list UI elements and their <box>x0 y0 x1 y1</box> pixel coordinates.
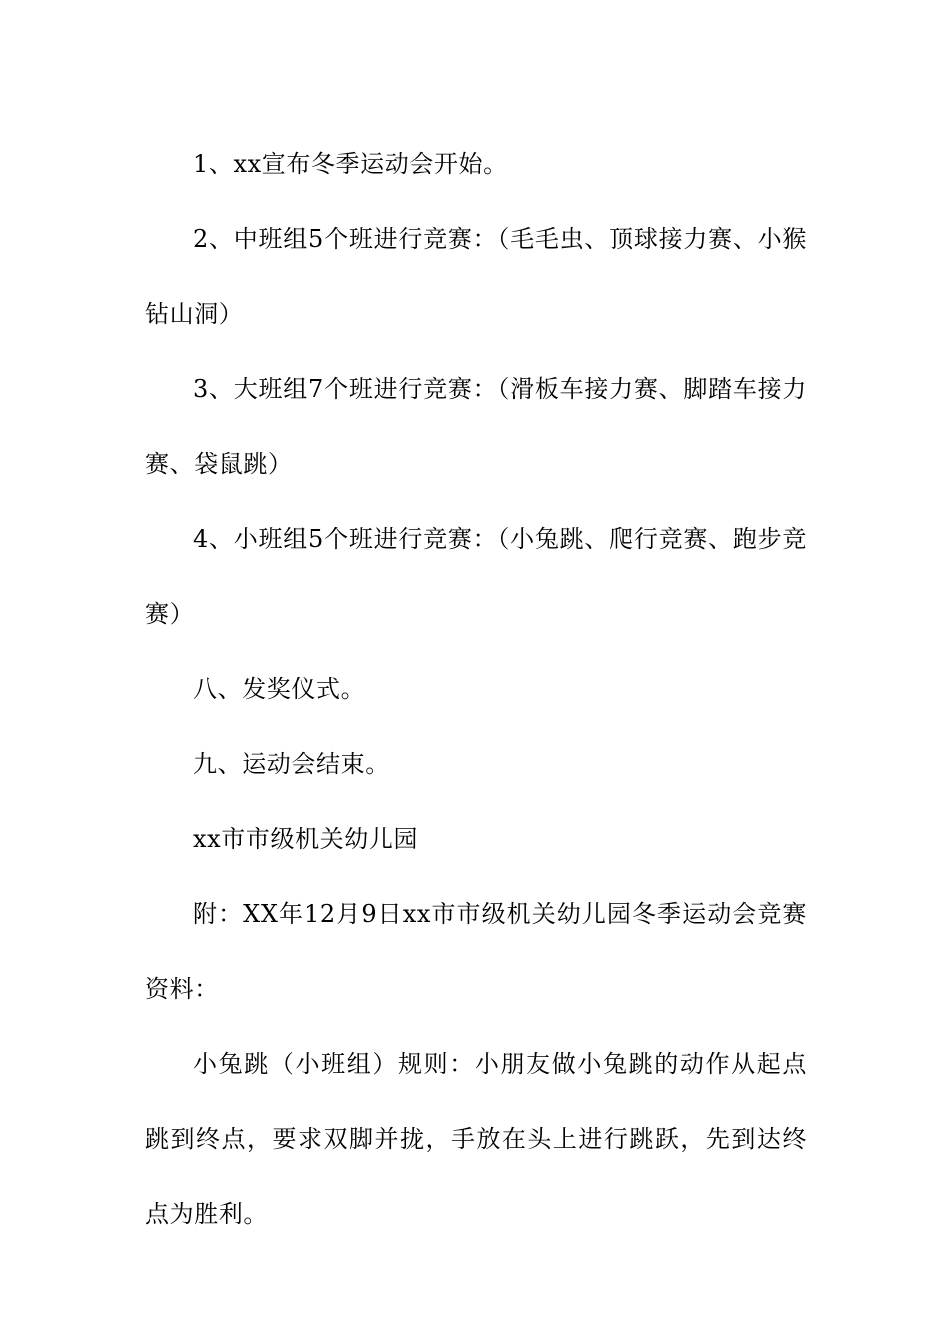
document-body <box>145 127 807 1252</box>
paragraph-announce-start: 1、xx宣布冬季运动会开始。 <box>193 150 508 178</box>
paragraph-games-end: 九、运动会结束。 <box>193 750 390 778</box>
paragraph-middle-class-games: 2、中班组5个班进行竞赛：（毛毛虫、顶球接力赛、小猴钻山洞） <box>145 225 807 328</box>
paragraph-junior-class-games: 4、小班组5个班进行竞赛：（小兔跳、爬行竞赛、跑步竞赛） <box>145 525 807 628</box>
paragraph-appendix-title: 附：XX年12月9日xx市市级机关幼儿园冬季运动会竞赛资料： <box>145 900 807 1003</box>
paragraph-award-ceremony: 八、发奖仪式。 <box>193 675 366 703</box>
paragraph-organizer: xx市市级机关幼儿园 <box>193 825 419 853</box>
paragraph-bunny-hop-rules: 小兔跳（小班组）规则：小朋友做小兔跳的动作从起点跳到终点，要求双脚并拢，手放在头上进行跳跃，先到达终点为胜利。 <box>145 1050 807 1228</box>
paragraph-senior-class-games: 3、大班组7个班进行竞赛：（滑板车接力赛、脚踏车接力赛、袋鼠跳） <box>145 375 807 478</box>
